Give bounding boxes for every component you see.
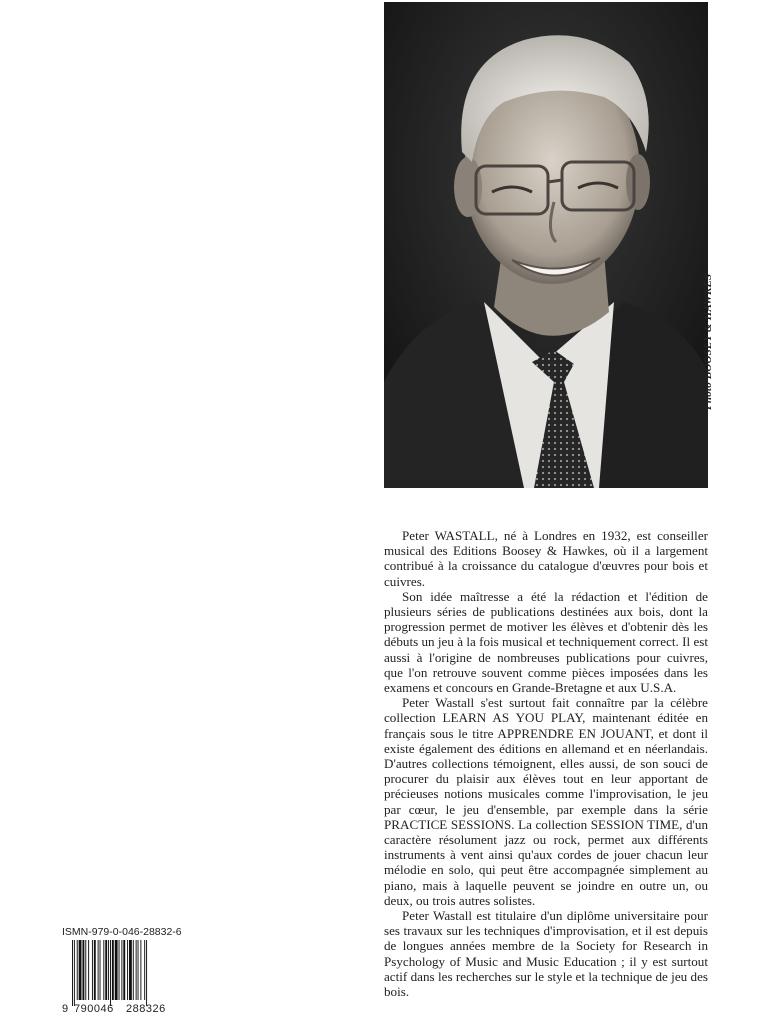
barcode-lead-digit: 9: [62, 1003, 69, 1014]
barcode-bars: [72, 940, 147, 1006]
isbn-number: ISMN-979-0-046-28832-6: [62, 926, 182, 938]
bio-paragraph: Peter WASTALL, né à Londres en 1932, est conseiller musical des Editions Boosey & Hawkes, où il a largement contribué à la croissance du catalogue d'œuvres pour bois et cuivres.: [384, 528, 708, 589]
bio-paragraph: Peter Wastall s'est surtout fait connaître par la célèbre collection LEARN AS YOU PLAY, maintenant éditée en français sous le titre APPRENDRE EN JOUANT, et dont il existe également des éditions en allemand et en néerlandais. D'autres collections témoignent, elles aussi, de son souci de procurer du plaisir aux élèves tout en leur apportant de précieuses notions musicales comme l'improvisation, le jeu par cœur, le jeu d'ensemble, par exemple dans la série PRACTICE SESSIONS. La collection SESSION TIME, d'un caractère résolument jazz ou rock, permet aux différents instruments à vent ainsi qu'aux cordes de jouer chacun leur mélodie en solo, qui peut être accompagnée simplement au piano, mais à laquelle peuvent se joindre en outre un, ou deux, ou trois autres solistes.: [384, 695, 708, 908]
barcode-digits-left: 790046: [74, 1003, 114, 1014]
photo-credit: Photo BOOSEY & HAWKES: [702, 273, 714, 410]
bio-paragraph: Son idée maîtresse a été la rédaction et l'édition de plusieurs séries de publications destinées aux bois, dont la progression permet de motiver les élèves et d'obtenir dès les débuts un jeu à la fois musical et techniquement correct. Il est aussi à l'origine de nombreuses publications pour cuivres, que l'on retrouve souvent comme pièces imposées dans les examens et concours en Grande-Bretagne et aux U.S.A.: [384, 588, 708, 696]
bio-paragraph: Peter Wastall est titulaire d'un diplôme universitaire pour ses travaux sur les techniques d'improvisation, et il est depuis de longues années membre de la Society for Research in Psychology of Music and Music Education ; il y est surtout actif dans les recherches sur le style et la technique de jeu des bois.: [384, 908, 708, 1000]
portrait-photo: [384, 2, 708, 488]
biography-text: [384, 528, 708, 999]
barcode-digits-right: 288326: [126, 1003, 166, 1014]
barcode: [60, 940, 184, 1014]
